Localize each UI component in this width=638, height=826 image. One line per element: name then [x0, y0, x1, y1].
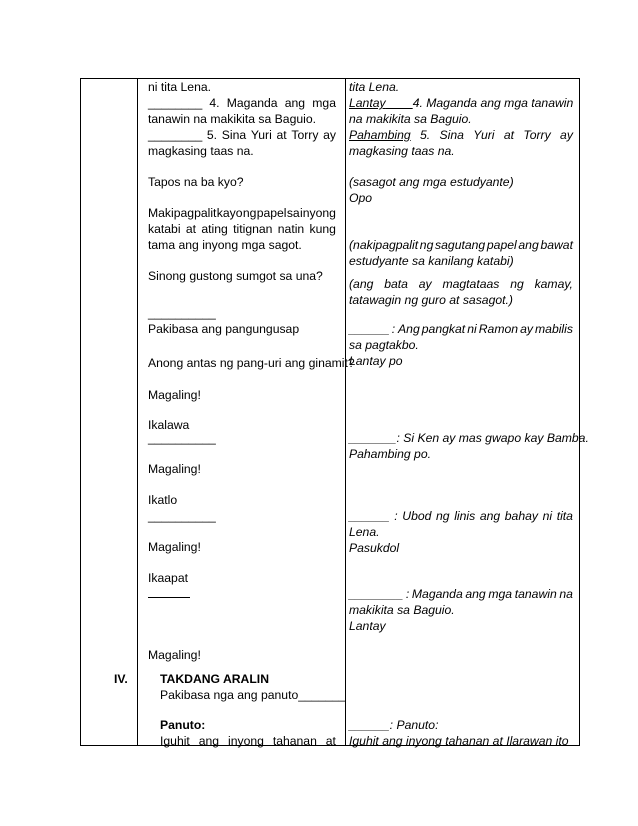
- answer-blank-3: __________: [148, 509, 216, 523]
- student-q3-line2: Lena.: [349, 525, 380, 539]
- student-q2: _______: Si Ken ay mas gwapo kay Bamba.: [349, 431, 589, 445]
- student-q3: ______ : Ubod ng linis ang bahay ni tita: [349, 509, 573, 523]
- answer-pahambing: Pahambing: [349, 128, 411, 142]
- student-q5: ______: Panuto:: [349, 718, 439, 732]
- student-nakipag-2: estudyante sa kanilang katabi): [349, 254, 514, 268]
- teacher-tapos: Tapos na ba kyo?: [148, 175, 244, 189]
- student-q4: ________ : Maganda ang mga tanawin na: [349, 587, 573, 601]
- teacher-line-5: magkasing taas na.: [148, 144, 254, 158]
- answer-blank: ________: [148, 96, 203, 110]
- teacher-pakibasa-nga: Pakibasa nga ang panuto_______: [160, 688, 346, 702]
- student-line-5: magkasing taas na.: [349, 144, 455, 158]
- student-q2-answer: Pahambing po.: [349, 447, 431, 461]
- student-q5-line2: Iguhit ang inyong tahanan at Ilarawan ito: [349, 734, 569, 748]
- student-q1-line2: sa pagtakbo.: [349, 338, 419, 352]
- praise-4: Magaling!: [148, 648, 201, 662]
- teacher-iguhit: Iguhit ang inyong tahanan at: [160, 734, 336, 748]
- answer-lantay: Lantay: [349, 96, 386, 110]
- teacher-line-3: tanawin na makikita sa Baguio.: [148, 112, 317, 126]
- student-line-1: tita Lena.: [349, 80, 400, 94]
- teacher-ikatlo: Ikatlo: [148, 493, 178, 507]
- student-line-2: Lantay 4. Maganda ang mga tanawin: [349, 96, 574, 110]
- student-bata-1: (ang bata ay magtataas ng kamay,: [349, 277, 573, 291]
- student-line-4: Pahambing 5. Sina Yuri at Torry ay: [349, 128, 573, 142]
- teacher-makipag-1: Makipagpalit kayo ng papel sa inyong: [148, 206, 336, 220]
- praise-2: Magaling!: [148, 462, 201, 476]
- section-number: IV.: [114, 672, 128, 686]
- student-opo: Opo: [349, 191, 373, 205]
- teacher-sinong: Sinong gustong sumgot sa una?: [148, 269, 323, 283]
- teacher-pakibasa: Pakibasa ang pangungusap: [148, 322, 300, 336]
- section-title: TAKDANG ARALIN: [160, 672, 269, 686]
- column-divider-middle: [345, 79, 346, 745]
- answer-blank: ________: [349, 587, 404, 601]
- praise-1: Magaling!: [148, 388, 201, 402]
- teacher-line-1: ni tita Lena.: [148, 80, 212, 94]
- student-sasagot: (sasagot ang mga estudyante): [349, 175, 514, 189]
- teacher-makipag-2: katabi at ating titignan natin kung: [148, 222, 336, 236]
- student-q3-answer: Pasukdol: [349, 541, 400, 555]
- column-divider-left: [137, 79, 138, 745]
- answer-blank-2: __________: [148, 431, 216, 445]
- teacher-ikalawa: Ikalawa: [148, 418, 190, 432]
- student-q4-answer: Lantay: [349, 619, 386, 633]
- student-bata-2: tatawagin ng guro at sasagot.): [349, 293, 513, 307]
- praise-3: Magaling!: [148, 540, 201, 554]
- teacher-line-2: ________ 4. Maganda ang mga: [148, 96, 336, 110]
- answer-blank-4: [148, 585, 190, 602]
- student-q1: ______ : Ang pangkat ni Ramon ay mabilis: [349, 322, 573, 336]
- answer-blank: _______: [349, 431, 397, 445]
- student-line-3: na makikita sa Baguio.: [349, 112, 472, 126]
- answer-blank: ______: [349, 509, 390, 523]
- answer-blank: ______: [349, 718, 390, 732]
- teacher-ikaapat: Ikaapat: [148, 571, 188, 585]
- student-q1-answer: Lantay po: [349, 354, 403, 368]
- student-q4-line2: makikita sa Baguio.: [349, 603, 455, 617]
- answer-blank: ________: [148, 128, 203, 142]
- panuto-label: Panuto:: [160, 718, 206, 732]
- teacher-anong: Anong antas ng pang-uri ang ginamit?: [148, 356, 355, 370]
- teacher-line-4: ________ 5. Sina Yuri at Torry ay: [148, 128, 336, 142]
- student-nakipag-1: (nakipagpalit ng sagutang papel ang bawat: [349, 238, 573, 252]
- answer-blank-1: __________: [148, 306, 216, 320]
- teacher-makipag-3: tama ang inyong mga sagot.: [148, 238, 302, 252]
- answer-blank: ______: [349, 322, 390, 336]
